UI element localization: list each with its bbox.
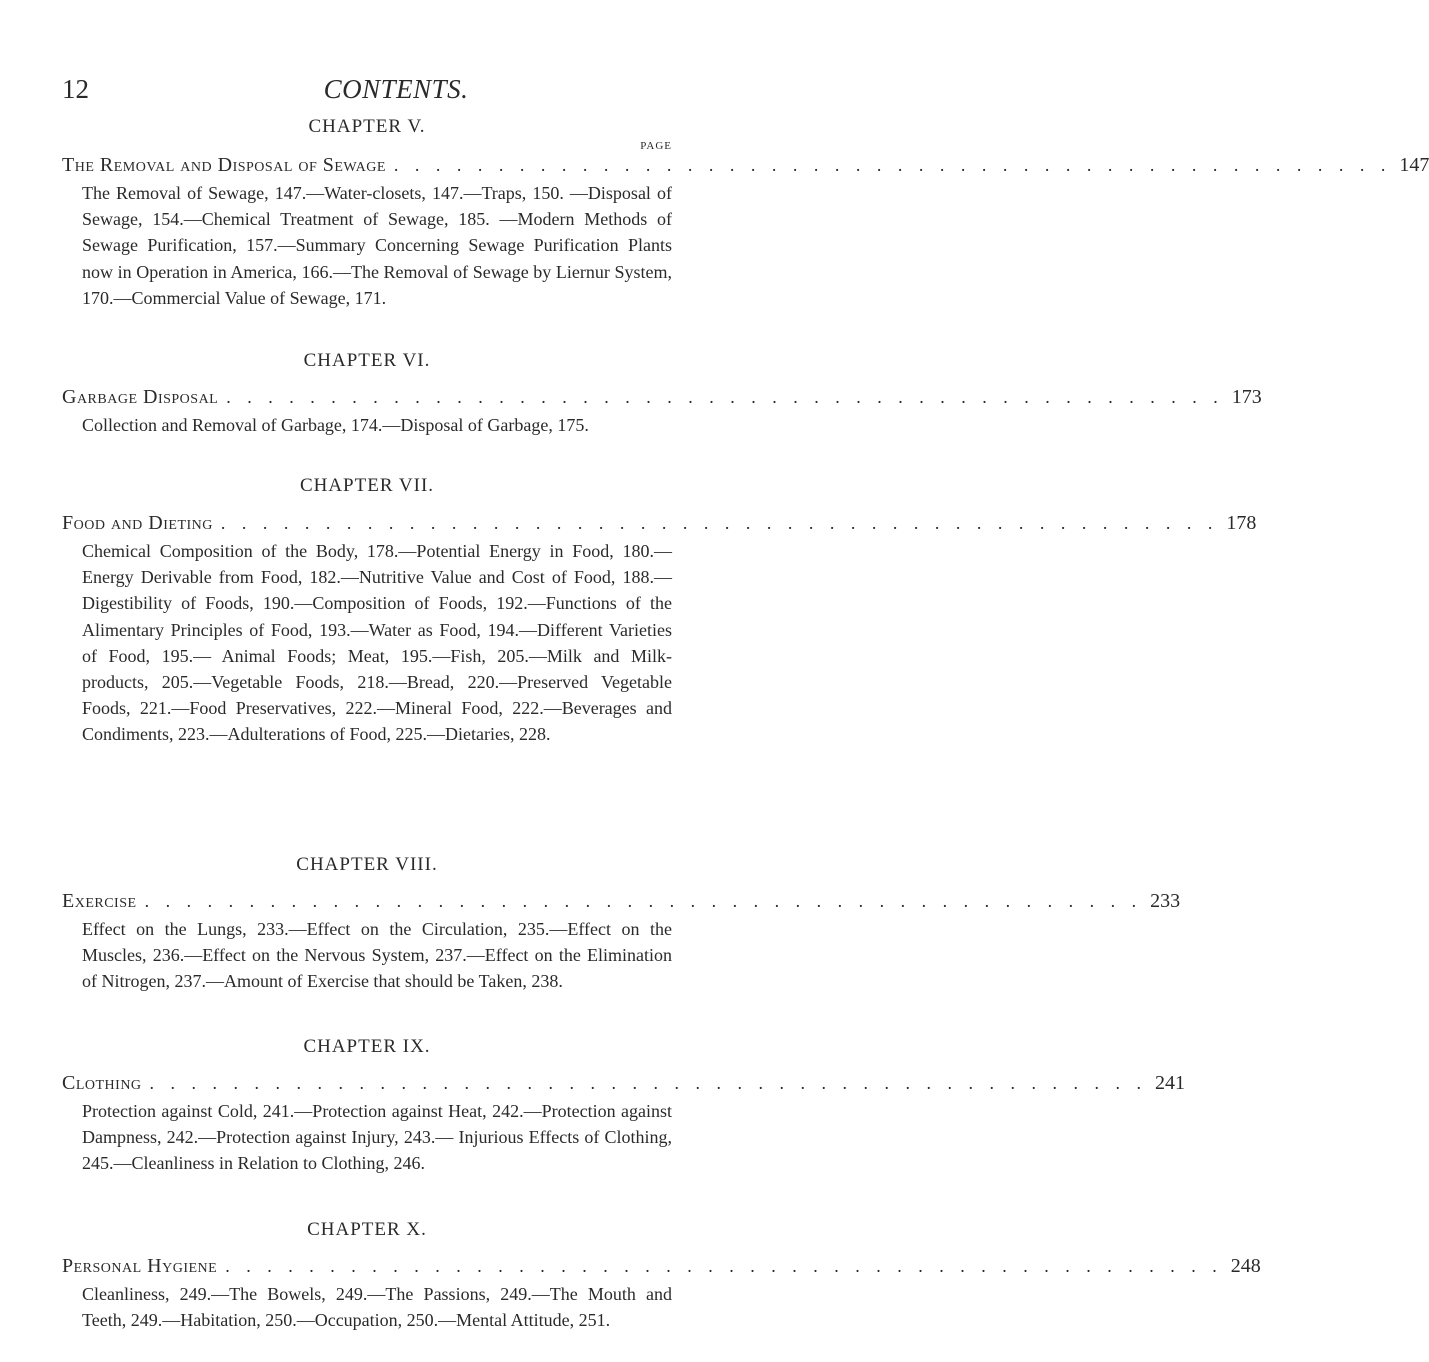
chapter-heading: CHAPTER VIII.: [296, 854, 438, 875]
chapter-title: The Removal and Disposal of Sewage: [62, 154, 386, 176]
chapter-entry[interactable]: [62, 154, 1429, 178]
chapter-page-number: 178: [1226, 512, 1257, 534]
chapter-entry[interactable]: [62, 1255, 1261, 1279]
chapter-summary: Cleanliness, 249.—The Bowels, 249.—The Passions, 249.—The Mouth and Teeth, 249.—Habitation, 250.—Occupation, 250.—Mental Attitude, 251.: [82, 1284, 672, 1331]
chapter-entry[interactable]: [62, 386, 1262, 410]
chapter-summary: Protection against Cold, 241.—Protection against Heat, 242.—Protection against Dampness, 242.—Protection against Injury, 243.— Injurious Effects of Clothing, 245.—Cleanliness in Relation to Clothing, 246.: [82, 1101, 672, 1174]
chapter-page-number: 173: [1231, 386, 1262, 408]
page-column-label: PAGE: [640, 140, 672, 152]
chapter-entry[interactable]: [62, 1072, 1186, 1096]
dot-leader: . . . . . . . . . . . . . . . . . . . . . . . . . . . . . . . . . . . . . . . . . . . . . . . .: [220, 513, 1219, 533]
chapter-heading: CHAPTER IX.: [303, 1036, 431, 1057]
page-number: 12: [62, 74, 89, 104]
chapter-page-number: 248: [1230, 1255, 1261, 1277]
running-title: CONTENTS.: [323, 74, 469, 104]
chapter-page-number: 241: [1155, 1072, 1186, 1094]
dot-leader: . . . . . . . . . . . . . . . . . . . . . . . . . . . . . . . . . . . . . . . . . . . . . . . .: [393, 155, 1392, 175]
dot-leader: . . . . . . . . . . . . . . . . . . . . . . . . . . . . . . . . . . . . . . . . . . . . . . . .: [226, 387, 1224, 407]
chapter-heading: CHAPTER VI.: [303, 350, 431, 371]
chapter-title: Personal Hygiene: [62, 1255, 218, 1277]
dot-leader: . . . . . . . . . . . . . . . . . . . . . . . . . . . . . . . . . . . . . . . . . . . . . . . .: [225, 1256, 1223, 1276]
chapter-title: Garbage Disposal: [62, 386, 219, 408]
chapter-page-number: 147: [1399, 154, 1429, 176]
chapter-title: Food and Dieting: [62, 512, 213, 534]
chapter-summary: The Removal of Sewage, 147.—Water-closets, 147.—Traps, 150. —Disposal of Sewage, 154.—Chemical Treatment of Sewage, 185. —Modern Methods of Sewage Purification, 157.—Summary Concerning Sewage Purification Plants now in Operation in America, 166.—The Removal of Sewage by Liernur System, 170.—Commercial Value of Sewage, 171.: [82, 183, 672, 308]
chapter-entry[interactable]: [62, 512, 1257, 536]
chapter-summary: Effect on the Lungs, 233.—Effect on the Circulation, 235.—Effect on the Muscles, 236.—Effect on the Nervous System, 237.—Effect on the Elimination of Nitrogen, 237.—Amount of Exercise that should be Taken, 238.: [82, 919, 672, 992]
chapter-title: Clothing: [62, 1072, 142, 1094]
dot-leader: . . . . . . . . . . . . . . . . . . . . . . . . . . . . . . . . . . . . . . . . . . . . . . . .: [149, 1073, 1148, 1093]
chapter-summary: Collection and Removal of Garbage, 174.—Disposal of Garbage, 175.: [82, 415, 589, 435]
dot-leader: . . . . . . . . . . . . . . . . . . . . . . . . . . . . . . . . . . . . . . . . . . . . . . . .: [144, 891, 1143, 911]
chapter-summary: Chemical Composition of the Body, 178.—Potential Energy in Food, 180.—Energy Derivable from Food, 182.—Nutritive Value and Cost of Food, 188.—Digestibility of Foods, 190.—Composition of Foods, 192.—Functions of the Alimentary Principles of Food, 193.—Water as Food, 194.—Different Varieties of Food, 195.— Animal Foods; Meat, 195.—Fish, 205.—Milk and Milk-products, 205.—Vegetable Foods, 218.—Bread, 220.—Preserved Vegetable Foods, 221.—Food Preservatives, 222.—Mineral Food, 222.—Beverages and Condiments, 223.—Adulterations of Food, 225.—Dietaries, 228.: [82, 541, 672, 745]
chapter-entry[interactable]: [62, 890, 1181, 914]
chapter-heading: CHAPTER X.: [307, 1219, 427, 1240]
chapter-page-number: 233: [1150, 890, 1181, 912]
chapter-heading: CHAPTER V.: [308, 116, 426, 137]
running-head: [62, 74, 730, 106]
chapter-title: Exercise: [62, 890, 137, 912]
chapter-heading: CHAPTER VII.: [299, 475, 435, 496]
